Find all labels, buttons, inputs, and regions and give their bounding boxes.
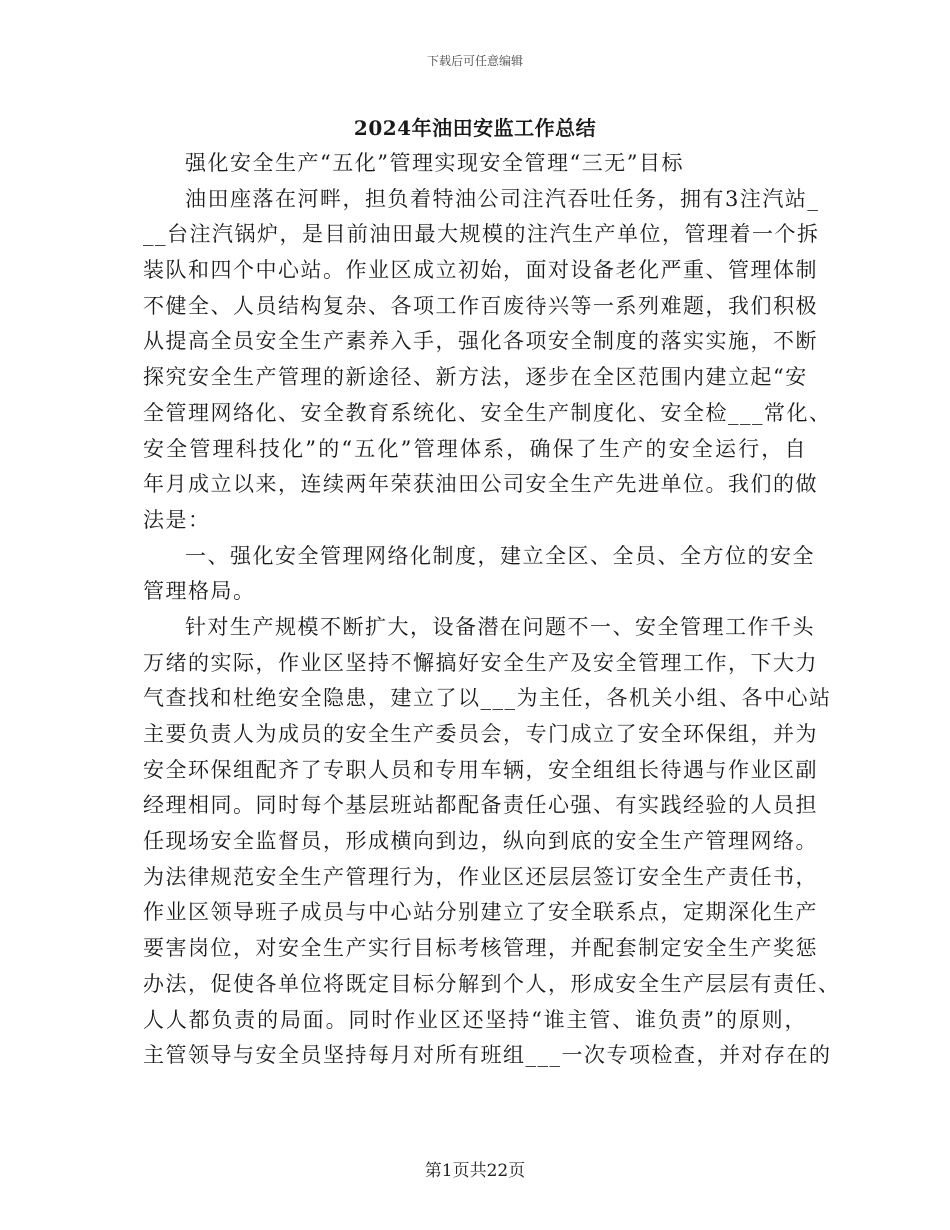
body-text-line: __台注汽锅炉，是目前油田最大规模的注汽生产单位，管理着一个拆 (143, 222, 820, 247)
header-note: 下载后可任意编辑 (426, 54, 523, 68)
body-text-line: 经理相同。同时每个基层班站都配备责任心强、有实践经验的人员担 (143, 793, 818, 818)
document-title: 2024年油田安监工作总结 (353, 116, 597, 140)
body-text-line: 为法律规范安全生产管理行为，作业区还层层签订安全生产责任书， (143, 864, 818, 889)
body-text-line: 安全管理科技化”的“五化”管理体系，确保了生产的安全运行，自 (143, 436, 807, 461)
body-text-line: 主管领导与安全员坚持每月对所有班组___一次专项检查，并对存在的 (143, 1043, 832, 1068)
body-text-line: 一、强化安全管理网络化制度，建立全区、全员、全方位的安全 (185, 543, 815, 568)
body-text-line: 强化安全生产“五化”管理实现安全管理“三无”目标 (185, 151, 684, 175)
body-text-line: 主要负责人为成员的安全生产委员会，专门成立了安全环保组，并为 (143, 722, 818, 746)
body-text-line: 探究安全生产管理的新途径、新方法，逐步在全区范围内建立起“安 (143, 365, 808, 390)
body-text-line: 管理格局。 (143, 579, 256, 604)
body-text-line: 油田座落在河畔，担负着特油公司注汽吞吐任务，拥有3注汽站_ (185, 186, 820, 211)
body-text-line: 全管理网络化、安全教育系统化、安全生产制度化、安全检___常化、 (143, 400, 832, 425)
body-text-line: 任现场安全监督员，形成横向到边，纵向到底的安全生产管理网络。 (143, 829, 818, 854)
body-text-line: 不健全、人员结构复杂、各项工作百废待兴等一系列难题，我们积极 (143, 293, 818, 318)
body-text-line: 针对生产规模不断扩大，设备潜在问题不一、安全管理工作千头 (185, 614, 815, 639)
body-text-line: 从提高全员安全生产素养入手，强化各项安全制度的落实实施，不断 (143, 329, 818, 354)
document-body (143, 146, 841, 1074)
body-text-line: 人人都负责的局面。同时作业区还坚持“谁主管、谁负责”的原则， (143, 1007, 807, 1032)
body-text-line: 办法，促使各单位将既定目标分解到个人，形成安全生产层层有责任、 (143, 971, 841, 996)
body-text-line: 装队和四个中心站。作业区成立初始，面对设备老化严重、管理体制 (143, 258, 818, 283)
page-footer: 第1页共22页 (424, 1161, 526, 1181)
body-text-line: 气查找和杜绝安全隐患，建立了以___为主任，各机关小组、各中心站 (143, 686, 832, 711)
body-text-line: 安全环保组配齐了专职人员和专用车辆，安全组组长待遇与作业区副 (143, 757, 818, 782)
body-text-line: 法是： (143, 507, 211, 532)
body-text-line: 年月成立以来，连续两年荣获油田公司安全生产先进单位。我们的做 (143, 472, 818, 497)
body-text-line: 作业区领导班子成员与中心站分别建立了安全联系点，定期深化生产 (143, 900, 818, 925)
body-text-line: 万绪的实际，作业区坚持不懈搞好安全生产及安全管理工作，下大力 (143, 650, 818, 675)
body-text-line: 要害岗位，对安全生产实行目标考核管理，并配套制定安全生产奖惩 (143, 936, 818, 961)
